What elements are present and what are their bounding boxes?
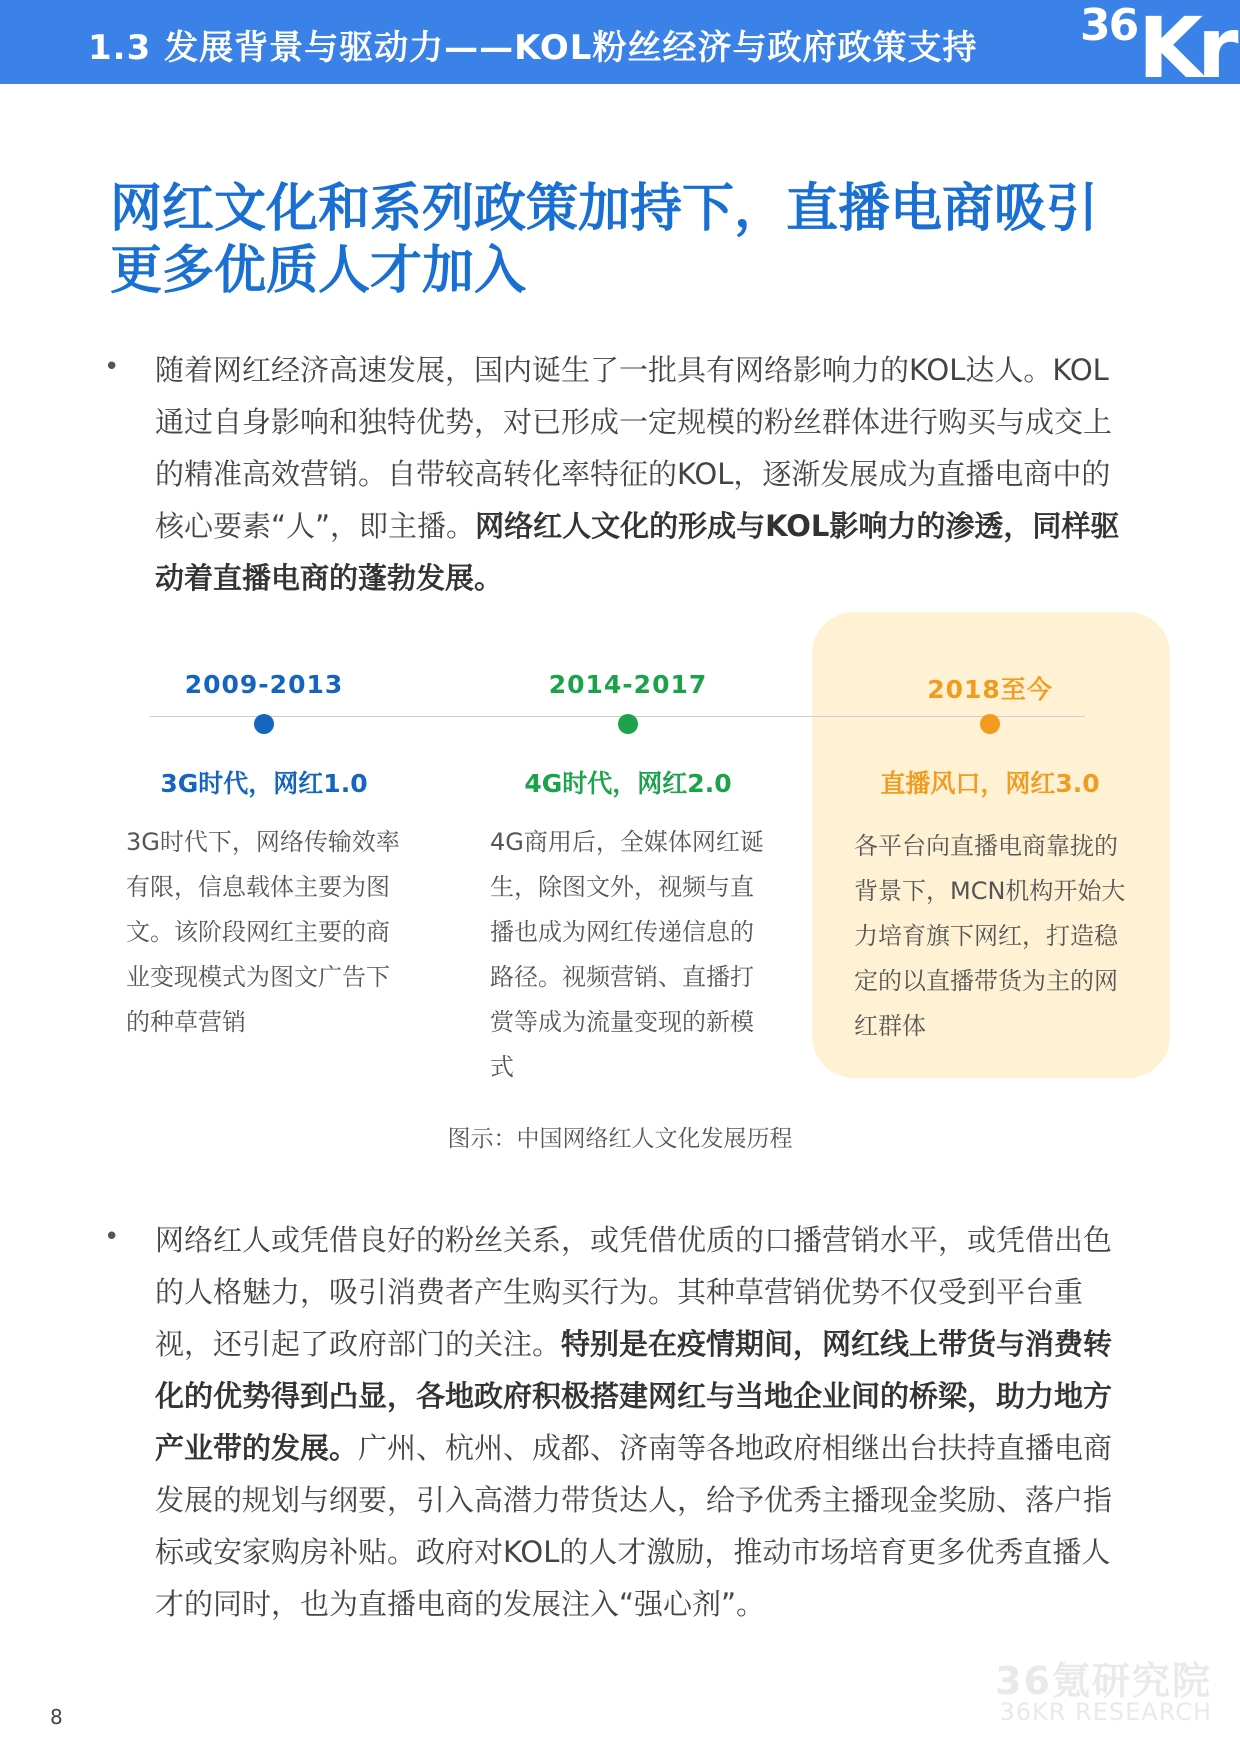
era-dot — [980, 714, 1000, 734]
era-subtitle: 4G时代，网红2.0 — [524, 769, 732, 798]
page-number: 8 — [50, 1705, 63, 1729]
era-subtitle: 3G时代，网红1.0 — [160, 769, 368, 798]
paragraph-bold-text: 特别是在疫情期间，网红线上带货与消费转化的优势得到凸显，各地政府积极搭建网红与当地企业间的桥梁，助力地方产业带的发展。 — [155, 1327, 1113, 1465]
era-year: 2009-2013 — [184, 670, 344, 699]
era-year: 2018至今 — [927, 675, 1053, 704]
era-dot — [618, 714, 638, 734]
paragraph-kol-intro — [155, 344, 1130, 604]
paragraph-text: 随着网红经济高速发展，国内诞生了一批具有网络影响力的KOL达人。KOL通过自身影响和独特优势，对已形成一定规模的粉丝群体进行购买与成交上的精准高效营销。自带较高转化率特征的KOL，逐渐发展成为直播电商中的核心要素“人”，即主播。 — [155, 353, 1113, 543]
logo-text-number: 36 — [1080, 0, 1138, 51]
logo-36kr — [1080, 0, 1240, 97]
paragraph-bold-text: 网络红人文化的形成与KOL影响力的渗透，同样驱动着直播电商的蓬勃发展。 — [155, 509, 1120, 595]
era-dot — [254, 714, 274, 734]
header-bar — [0, 0, 1240, 97]
watermark-cn: 36氪研究院 — [995, 1659, 1212, 1703]
era-subtitle: 直播风口，网红3.0 — [880, 769, 1100, 798]
bullet-marker: • — [104, 352, 120, 382]
timeline-axis — [150, 716, 1085, 717]
logo-text-kr: Kr — [1138, 0, 1233, 97]
page-headline: 网红文化和系列政策加持下，直播电商吸引更多优质人才加入 — [110, 179, 1099, 301]
paragraph-government-support — [155, 1214, 1130, 1630]
paragraph-text: 广州、杭州、成都、济南等各地政府相继出台扶持直播电商发展的规划与纲要，引入高潜力带货达人，给予优秀主播现金奖励、落户指标或安家购房补贴。政府对KOL的人才激励，推动市场培育更多优秀直播人才的同时，也为直播电商的发展注入“强心剂”。 — [155, 1431, 1113, 1621]
section-title: 1.3 发展背景与驱动力——KOL粉丝经济与政府政策支持 — [88, 28, 978, 68]
figure-caption: 图示：中国网络红人文化发展历程 — [447, 1126, 793, 1152]
paragraph-text: 网络红人或凭借良好的粉丝关系，或凭借优质的口播营销水平，或凭借出色的人格魅力，吸引消费者产生购买行为。其种草营销优势不仅受到平台重视，还引起了政府部门的关注。 — [155, 1223, 1113, 1361]
era-description: 各平台向直播电商靠拢的背景下，MCN机构开始大力培育旗下网红，打造稳定的以直播带货为主的网红群体 — [854, 832, 1126, 1040]
era-description: 3G时代下，网络传输效率有限，信息载体主要为图文。该阶段网红主要的商业变现模式为图文广告下的种草营销 — [126, 828, 400, 1036]
bullet-marker: • — [104, 1222, 120, 1252]
era-description: 4G商用后，全媒体网红诞生，除图文外，视频与直播也成为网红传递信息的路径。视频营销、直播打赏等成为流量变现的新模式 — [490, 828, 764, 1081]
watermark-en: 36KR RESEARCH — [999, 1698, 1212, 1726]
era-year: 2014-2017 — [548, 670, 708, 699]
